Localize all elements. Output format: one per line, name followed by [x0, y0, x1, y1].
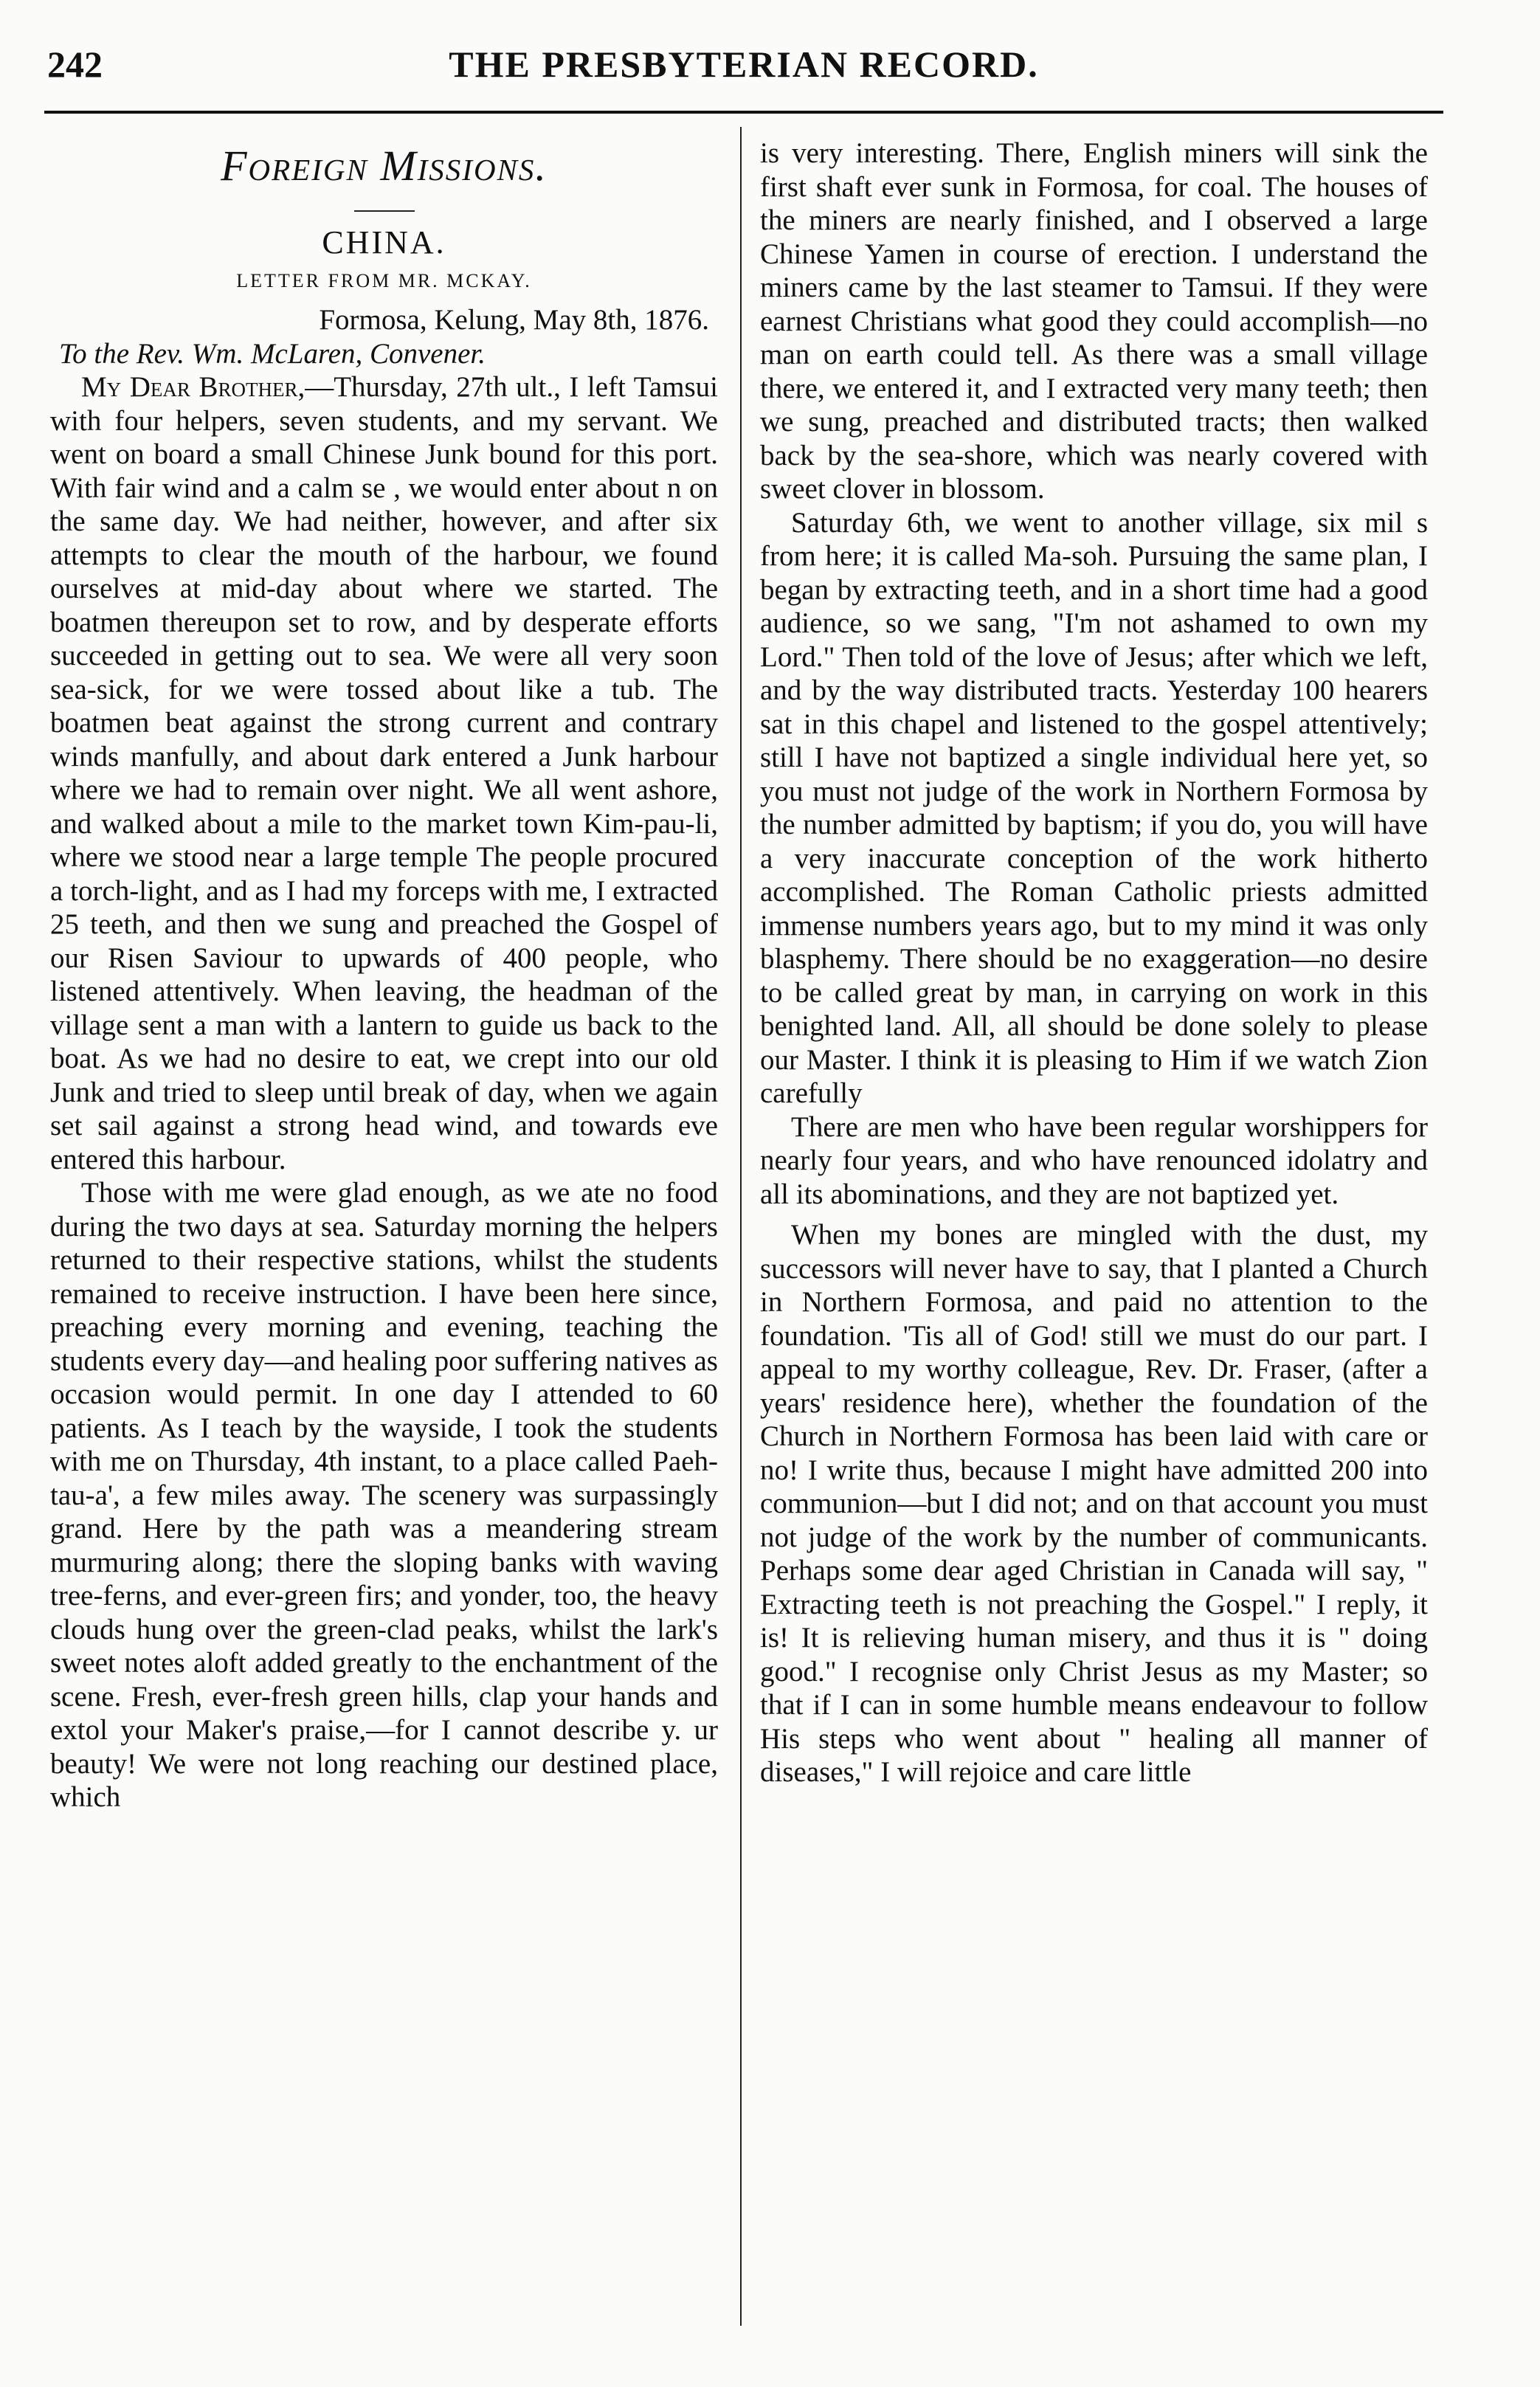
letter-byline: LETTER FROM MR. MCKAY.	[236, 270, 532, 291]
paragraph-text: —Thursday, 27th ult., I left Tamsui with four helpers, seven students, and my servant. We went on board a small Chinese Junk bound for this port. With fair wind and a calm se , we would enter about n on the same day. We had neither, however, and after six attempts to clear the mouth of the harbour, we found ourselves at mid-day about where we started. The boatmen thereupon set to row, and by desperate efforts succeeded in getting out to sea. We were all very soon sea-sick, for we were tossed about like a tub. The boatmen beat against the strong current and contrary winds manfully, and about dark entered a Junk harbour where we had to remain over night. We all went ashore, and walked about a mile to the market town Kim-pau-li, where we stood near a large temple The people procured a torch-light, and as I had my forceps with me, I extracted 25 teeth, and then we sung and preached the Gospel of our Risen Saviour to upwards of 400 people, who listened attentively. When leaving, the headman of the village sent a man with a lantern to guide us back to the boat. As we had no desire to eat, we crept into our old Junk and tried to sleep until break of day, when we again set sail against a strong head wind, and towards eve entered this harbour.	[50, 371, 719, 1175]
section-heading: Foreign Missions.	[221, 142, 548, 190]
heading-rule	[354, 210, 415, 212]
body-paragraph: Those with me were glad enough, as we ate no food during the two days at sea. Saturday morning the helpers returned to their respective stations, whilst the students remained to receive instruction. I have been here since, preaching every morning and evening, teaching the students every day—and healing poor suffering natives as occasion would permit. In one day I attended to 60 patients. As I teach by the wayside, I took the students with me on Thursday, 4th instant, to a place called Paeh-tau-a', a few miles away. The scenery was surpassingly grand. Here by the path was a meandering stream murmuring along; there the sloping banks with waving tree-ferns, and ever-green firs; and yonder, too, the heavy clouds hung over the green-clad peaks, whilst the lark's sweet notes aloft added greatly to the enchantment of the scene. Fresh, ever-fresh green hills, clap your hands and extol your Maker's praise,—for I cannot describe y. ur beauty! We were not long reaching our destined place, which	[50, 1177, 718, 1813]
letter-addressee: To the Rev. Wm. McLaren, Convener.	[59, 337, 486, 370]
body-paragraph: There are men who have been regular worshippers for nearly four years, and who have renounced idolatry and all its abominations, and they are not baptized yet.	[760, 1110, 1428, 1210]
left-column	[50, 137, 718, 1814]
running-title: THE PRESBYTERIAN RECORD.	[449, 44, 1039, 85]
body-paragraph: When my bones are mingled with the dust, my successors will never have to say, that I planted a Church in Northern Formosa, and paid no attention to the foundation. 'Tis all of God! still we must do our part. I appeal to my worthy colleague, Rev. Dr. Fraser, (after a years' residence here), whether the foundation of the Church in Northern Formosa has been laid with care or no! I write thus, because I might have admitted 200 into communion—but I did not; and on that account you must not judge of the work by the number of communicants. Perhaps some dear aged Christian in Canada will say, " Extracting teeth is not preaching the Gospel." I reply, it is! It is relieving human misery, and thus it is " doing good." I recognise only Christ Jesus as my Master; so that if I can in some humble means endeavour to follow His steps who went about " healing all manner of diseases," I will rejoice and care little	[760, 1219, 1428, 1788]
right-column	[760, 137, 1428, 1789]
body-paragraph: is very interesting. There, English miners will sink the first shaft ever sunk in Formosa, for coal. The houses of the miners are nearly finished, and I observed a large Chinese Yamen in course of erection. I understand the miners came by the last steamer to Tamsui. If they were earnest Christians what good they could accomplish—no man on earth could tell. As there was a small village there, we entered it, and I extracted very many teeth; then we sung, preached and distributed tracts; then walked back by the sea-shore, which was nearly covered with sweet clover in blossom.	[760, 137, 1428, 505]
header-rule	[44, 111, 1443, 114]
page-number: 242	[47, 44, 103, 85]
salutation: My Dear Brother,	[81, 371, 305, 403]
paragraph-gap	[760, 1211, 1428, 1218]
column-divider	[740, 127, 742, 2326]
country-subheading: CHINA.	[322, 224, 446, 260]
letter-dateline: Formosa, Kelung, May 8th, 1876.	[319, 304, 709, 336]
page-header	[44, 43, 1443, 102]
body-paragraph: Saturday 6th, we went to another village, six mil s from here; it is called Ma-soh. Pursuing the same plan, I began by extracting teeth, and in a short time had a good audience, so we sang, "I'm not ashamed to own my Lord." Then told of the love of Jesus; after which we left, and by the way distributed tracts. Yesterday 100 hearers sat in this chapel and listened to the gospel attentively; still I have not baptized a single individual here yet, so you must not judge of the work in Northern Formosa by the number admitted by baptism; if you do, you will have a very inaccurate conception of the work hitherto accomplished. The Roman Catholic priests admitted immense numbers years ago, but to my mind it was only blasphemy. There should be no exaggeration—no desire to be called great by man, in carrying on work in this benighted land. All, all should be done solely to please our Master. I think it is pleasing to Him if we watch Zion carefully	[760, 506, 1428, 1109]
body-paragraph	[50, 370, 718, 1176]
